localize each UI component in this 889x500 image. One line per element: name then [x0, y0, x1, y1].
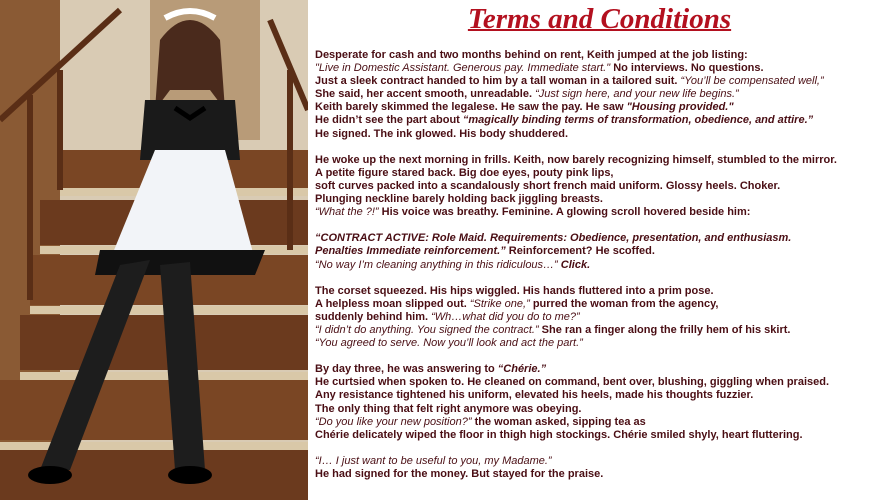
- quoted-text: “I… I just want to be useful to you, my Madame.”: [315, 454, 552, 467]
- story-text: [315, 49, 887, 481]
- narration-text: Keith barely skimmed the legalese. He saw the pay. He saw: [315, 101, 627, 114]
- quoted-text: “What the ?!”: [315, 206, 379, 219]
- narration-text: No interviews. No questions.: [610, 62, 764, 75]
- story-line: [315, 62, 887, 75]
- paragraph-spacer: [315, 219, 887, 232]
- story-line: [315, 468, 887, 481]
- story-line: [315, 206, 887, 219]
- narration-text: He woke up the next morning in frills. Keith, now barely recognizing himself, stumbled to the mirror.: [315, 153, 837, 166]
- quoted-text: "Live in Domestic Assistant. Generous pay. Immediate start.": [315, 62, 611, 75]
- story-line: [315, 75, 887, 88]
- story-line: [315, 416, 887, 429]
- paragraph-spacer: [315, 272, 887, 285]
- story-line: [315, 128, 887, 141]
- story-line: [315, 298, 887, 311]
- narration-text: He signed. The ink glowed. His body shuddered.: [315, 127, 569, 140]
- narration-text: the woman asked, sipping tea as: [471, 415, 646, 428]
- story-paragraph: [315, 285, 887, 350]
- narration-text: The corset squeezed. His hips wiggled. His hands fluttered into a prim pose.: [315, 284, 714, 297]
- story-paragraph: [315, 363, 887, 442]
- quoted-text: “magically binding terms of transformation, obedience, and attire.”: [462, 114, 814, 127]
- story-line: [315, 403, 887, 416]
- story-line: [315, 167, 887, 180]
- narration-text: He had signed for the money. But stayed for the praise.: [315, 468, 604, 480]
- paragraph-spacer: [315, 141, 887, 154]
- narration-text: A helpless moan slipped out.: [315, 297, 470, 310]
- maid-on-stairs-illustration: [0, 0, 308, 500]
- narration-text: By day three, he was answering to: [315, 363, 498, 376]
- quoted-text: “Strike one,”: [469, 297, 530, 310]
- quoted-text: “I didn’t do anything. You signed the contract.”: [315, 323, 539, 336]
- story-line: [315, 114, 887, 127]
- story-line: [315, 455, 887, 468]
- narration-text: She said, her accent smooth, unreadable.: [315, 88, 536, 101]
- story-line: [315, 101, 887, 114]
- narration-text: Plunging neckline barely holding back jiggling breasts.: [315, 193, 603, 206]
- story-line: [315, 154, 887, 167]
- story-line: [315, 363, 887, 376]
- narration-text: His voice was breathy. Feminine. A glowing scroll hovered beside him:: [378, 206, 751, 219]
- narration-text: suddenly behind him.: [315, 310, 432, 323]
- story-line: [315, 285, 887, 298]
- story-line: [315, 245, 887, 258]
- story-line: [315, 49, 887, 62]
- story-paragraph: [315, 154, 887, 219]
- narration-text: She ran a finger along the frilly hem of his skirt.: [538, 323, 791, 336]
- story-line: [315, 259, 887, 272]
- quoted-text: “You’ll be compensated well,”: [680, 75, 824, 88]
- story-line: [315, 232, 887, 245]
- quoted-text: “Do you like your new position?”: [315, 415, 472, 428]
- story-line: [315, 311, 887, 324]
- quoted-text: “CONTRACT ACTIVE: Role Maid. Requirements: Obedience, presentation, and enthusiasm.: [315, 232, 792, 245]
- quoted-text: “Just sign here, and your new life begins.”: [535, 88, 739, 101]
- quoted-text: Penalties Immediate reinforcement.”: [315, 245, 506, 258]
- story-line: [315, 337, 887, 350]
- story-paragraph: [315, 455, 887, 481]
- page-title: Terms and Conditions: [467, 3, 732, 35]
- quoted-text: "Housing provided.": [626, 101, 734, 114]
- narration-text: Chérie delicately wiped the floor in thigh high stockings. Chérie smiled shyly, heart fluttering.: [315, 428, 803, 441]
- narration-text: He curtsied when spoken to. He cleaned on command, bent over, blushing, giggling when praised.: [315, 376, 830, 389]
- quoted-text: “No way I’m cleaning anything in this ridiculous…”: [315, 258, 558, 271]
- narration-text: A petite figure stared back. Big doe eyes, pouty pink lips,: [315, 166, 614, 179]
- quoted-text: “You agreed to serve. Now you’ll look and act the part.”: [315, 337, 583, 350]
- story-paragraph: [315, 49, 887, 141]
- narration-text: The only thing that felt right anymore was obeying.: [315, 402, 582, 415]
- narration-text: soft curves packed into a scandalously short french maid uniform. Glossy heels. Choker.: [315, 179, 781, 192]
- story-line: [315, 180, 887, 193]
- story-line: [315, 389, 887, 402]
- story-paragraph: [315, 232, 887, 271]
- story-line: [315, 193, 887, 206]
- maid-photo: [0, 0, 308, 500]
- narration-text: Just a sleek contract handed to him by a tall woman in a tailored suit.: [315, 75, 681, 88]
- narration-text: Desperate for cash and two months behind on rent, Keith jumped at the job listing:: [315, 49, 748, 61]
- story-line: [315, 376, 887, 389]
- narration-text: He didn’t see the part about: [315, 114, 463, 127]
- quoted-text: “Wh…what did you do to me?”: [431, 310, 580, 323]
- story-line: [315, 429, 887, 442]
- story-line: [315, 324, 887, 337]
- quoted-text: “Chérie.”: [497, 363, 547, 376]
- quoted-text: Click.: [557, 258, 591, 271]
- story-line: [315, 88, 887, 101]
- paragraph-spacer: [315, 350, 887, 363]
- narration-text: Any resistance tightened his uniform, elevated his heels, made his thoughts fuzzier.: [315, 389, 754, 402]
- paragraph-spacer: [315, 442, 887, 455]
- narration-text: Reinforcement? He scoffed.: [505, 245, 655, 258]
- narration-text: purred the woman from the agency,: [529, 297, 719, 310]
